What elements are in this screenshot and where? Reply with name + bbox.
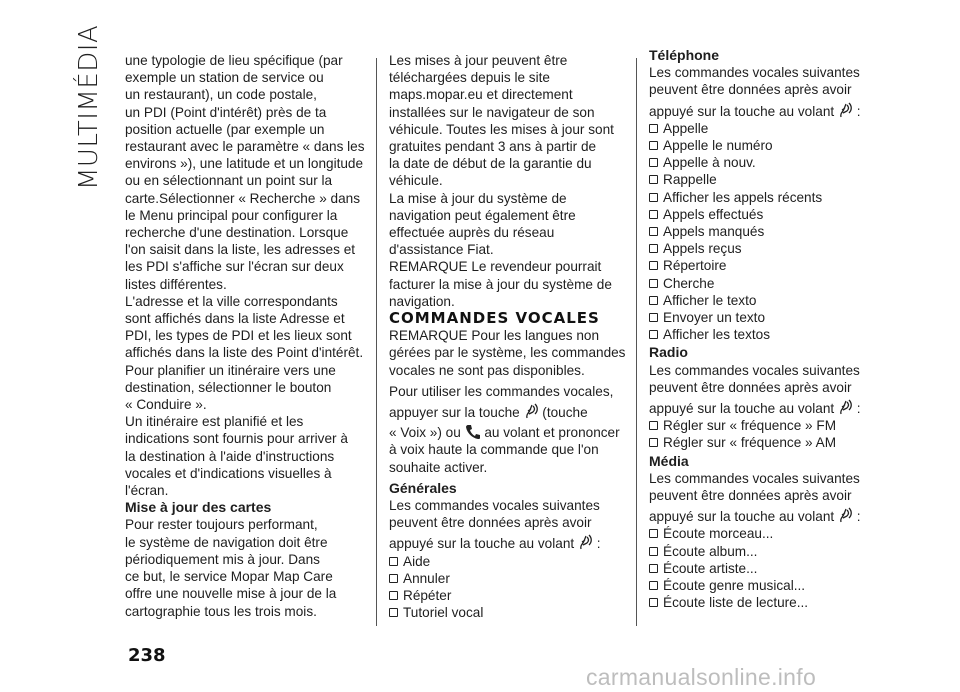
text-line: l'écran. [125, 483, 169, 499]
checkbox-icon [649, 296, 658, 305]
text-line: une typologie de lieu spécifique (par [125, 53, 343, 68]
telephone-intro [649, 64, 879, 98]
phone-icon [465, 424, 481, 440]
voice-command-item [649, 257, 879, 274]
general-intro [389, 497, 627, 531]
voice-command-label: Écoute artiste... [663, 560, 758, 576]
text-line: véhicule. Toutes les mises à jour sont [389, 121, 614, 137]
text-line: REMARQUE Pour les langues non [389, 328, 600, 344]
voice-command-icon [838, 507, 853, 524]
text-line: Les mises à jour peuvent être [389, 53, 568, 68]
text-line: restaurant avec le paramètre « dans les [125, 139, 365, 155]
section-title [70, 24, 110, 194]
text-line: L'adresse et la ville correspondants [125, 293, 338, 309]
text-line: maps.mopar.eu et directement [389, 87, 573, 103]
checkbox-icon [389, 557, 398, 566]
checkbox-icon [649, 421, 658, 430]
text-line: facturer la mise à jour du système de [389, 276, 612, 292]
voice-command-item [649, 309, 879, 326]
text-line: Les commandes vocales suivantes [389, 498, 600, 514]
radio-intro-colon: : [856, 401, 861, 417]
text-line: offre une nouvelle mise à jour de la [125, 586, 337, 602]
col2-usage-line-3 [389, 424, 627, 441]
text-line: sont affichés dans la liste Adresse et [125, 311, 345, 327]
checkbox-icon [649, 438, 658, 447]
text-line: installées sur le navigateur de son [389, 104, 595, 120]
voice-command-item [389, 553, 627, 570]
text-line: gratuites pendant 3 ans à partir de [389, 139, 597, 155]
text-line: Pour rester toujours performant, [125, 517, 318, 533]
col1-paragraph-1 [125, 52, 365, 293]
text-line: le Menu principal pour configurer la [125, 207, 338, 223]
text-line: la date de début de la garantie du [389, 156, 592, 172]
checkbox-icon [649, 261, 658, 270]
voice-command-icon [838, 102, 853, 119]
watermark: carmanualsonline.info [586, 664, 817, 690]
voice-command-item [389, 604, 627, 621]
text-line: Les commandes vocales suivantes [649, 470, 860, 486]
col1-paragraph-2 [125, 293, 365, 362]
text-line: à voix haute la commande que l'on [389, 442, 599, 458]
voice-command-item [649, 154, 879, 171]
voice-command-item [649, 120, 879, 137]
checkbox-icon [649, 598, 658, 607]
col2-usage-line-2 [389, 403, 627, 421]
checkbox-icon [649, 547, 658, 556]
text-line: ou en sélectionnant un point sur la [125, 173, 333, 189]
text-line: Les commandes vocales suivantes [649, 65, 860, 81]
checkbox-icon [649, 210, 658, 219]
voice-command-label: Répéter [403, 588, 452, 604]
text-line: un PDI (Point d'intérêt) près de ta [125, 104, 327, 120]
heading-map-updates: Mise à jour des cartes [125, 499, 272, 516]
checkbox-icon [389, 574, 398, 583]
col2-note [389, 327, 627, 379]
text-line: listes différentes. [125, 276, 227, 292]
voice-command-label: Cherche [663, 275, 715, 291]
text-line: destination, sélectionner le bouton [125, 379, 332, 395]
checkbox-icon [649, 141, 658, 150]
col2-paragraph-1 [389, 52, 627, 310]
text-line: ce but, le service Mopar Map Care [125, 569, 333, 585]
text-line: exemple un station de service ou [125, 70, 324, 86]
text-line: peuvent être données après avoir [649, 379, 852, 395]
checkbox-icon [649, 175, 658, 184]
checkbox-icon [649, 529, 658, 538]
text-line: la destination à l'aide d'instructions [125, 448, 335, 464]
text-line: position actuelle (par exemple un [125, 121, 325, 137]
voice-command-label: Envoyer un texto [663, 310, 766, 326]
text-line: Un itinéraire est planifié et les [125, 414, 304, 430]
checkbox-icon [649, 581, 658, 590]
telephone-intro-colon: : [856, 103, 861, 119]
text-line: navigation. [389, 293, 455, 309]
col1-paragraph-3 [125, 362, 365, 500]
heading-radio: Radio [649, 344, 688, 361]
heading-media: Média [649, 452, 689, 469]
text-line: PDI, les types de PDI et les lieux sont [125, 328, 352, 344]
usage-text-d: au volant et prononcer [484, 425, 620, 441]
radio-intro-last [649, 399, 879, 417]
text-line: vocales et d'indications visuelles à [125, 465, 332, 481]
voice-command-item [649, 594, 879, 611]
checkbox-icon [649, 313, 658, 322]
text-line: l'on saisit dans la liste, les adresses et [125, 242, 356, 258]
voice-command-icon [838, 399, 853, 416]
voice-command-label: Écoute genre musical... [663, 578, 806, 594]
voice-command-item [649, 326, 879, 343]
voice-command-label: Appelle à nouv. [663, 155, 756, 171]
media-intro-colon: : [856, 509, 861, 525]
voice-command-label: Afficher le texto [663, 292, 757, 308]
voice-command-item [649, 560, 879, 577]
text-line: peuvent être données après avoir [649, 82, 852, 98]
text-line: peuvent être données après avoir [389, 515, 592, 531]
text-line: navigation peut également être [389, 207, 576, 223]
media-commands-list [649, 525, 879, 611]
text-line: le système de navigation doit être [125, 534, 328, 550]
voice-command-item [649, 137, 879, 154]
text-line: Les commandes vocales suivantes [649, 362, 860, 378]
text-line: effectuée auprès du réseau [389, 225, 555, 241]
text-line: périodiquement mis à jour. Dans [125, 551, 320, 567]
text-line: vocales ne sont pas disponibles. [389, 362, 585, 378]
text-line: cartographie tous les trois mois. [125, 603, 317, 619]
text-line: recherche d'une destination. Lorsque [125, 225, 349, 241]
text-line: Pour planifier un itinéraire vers une [125, 362, 336, 378]
column-divider-1 [376, 58, 377, 626]
telephone-intro-last [649, 102, 879, 120]
usage-text-c: « Voix ») ou [389, 425, 461, 441]
general-commands-list [389, 553, 627, 622]
text-line: La mise à jour du système de [389, 190, 567, 206]
voice-command-item [649, 543, 879, 560]
voice-command-label: Aide [403, 553, 431, 569]
voice-command-label: Rappelle [663, 172, 717, 188]
voice-command-item [649, 434, 879, 451]
voice-command-label: Appels manqués [663, 224, 765, 240]
column-divider-2 [636, 58, 637, 626]
voice-command-label: Afficher les textos [663, 327, 771, 343]
voice-command-label: Écoute morceau... [663, 526, 774, 542]
checkbox-icon [649, 193, 658, 202]
media-intro [649, 470, 879, 504]
text-line: souhaite activer. [389, 459, 488, 475]
voice-command-icon [524, 403, 539, 420]
text-line: les PDI s'affiche sur l'écran sur deux [125, 259, 344, 275]
usage-text-a: appuyer sur la touche [389, 405, 520, 421]
voice-command-icon [578, 534, 593, 551]
voice-command-label: Appels reçus [663, 241, 742, 257]
radio-intro [649, 362, 879, 396]
checkbox-icon [389, 591, 398, 600]
checkbox-icon [649, 279, 658, 288]
text-line: un restaurant), un code postale, [125, 87, 317, 103]
heading-telephone: Téléphone [649, 47, 720, 63]
column-3 [649, 47, 879, 612]
voice-command-label: Tutoriel vocal [403, 605, 484, 621]
voice-command-item [649, 292, 879, 309]
voice-command-item [649, 189, 879, 206]
general-intro-colon: : [596, 536, 601, 552]
media-intro-last [649, 507, 879, 525]
text-line: véhicule. [389, 173, 443, 189]
voice-command-label: Appels effectués [663, 206, 764, 222]
section-title-text: MULTIMÉDIA [74, 24, 104, 190]
checkbox-icon [649, 244, 658, 253]
text-line: REMARQUE Le revendeur pourrait [389, 259, 602, 275]
voice-command-item [649, 240, 879, 257]
general-intro-last-text: appuyé sur la touche au volant [389, 536, 575, 552]
checkbox-icon [649, 330, 658, 339]
page-number: 238 [128, 645, 166, 666]
voice-command-item [649, 577, 879, 594]
text-line: gérées par le système, les commandes [389, 345, 626, 361]
checkbox-icon [649, 227, 658, 236]
col2-usage-rest [389, 441, 627, 475]
text-line: indications sont fournis pour arriver à [125, 431, 348, 447]
column-1 [125, 52, 365, 620]
telephone-commands-list [649, 120, 879, 344]
voice-command-item [649, 223, 879, 240]
voice-command-item [649, 206, 879, 223]
text-line: carte.Sélectionner « Recherche » dans [125, 190, 361, 206]
checkbox-icon [649, 564, 658, 573]
checkbox-icon [649, 124, 658, 133]
radio-intro-last-text: appuyé sur la touche au volant [649, 401, 835, 417]
usage-text-b: (touche [542, 405, 588, 421]
col1-paragraph-4 [125, 516, 365, 619]
heading-general: Générales [389, 479, 457, 496]
text-line: environs »), une latitude et un longitude [125, 156, 364, 172]
heading-voice-commands: COMMANDES VOCALES [389, 309, 600, 328]
checkbox-icon [649, 158, 658, 167]
col2-usage-line-1: Pour utiliser les commandes vocales, [389, 383, 614, 399]
voice-command-item [389, 587, 627, 604]
radio-commands-list [649, 417, 879, 451]
text-line: peuvent être données après avoir [649, 488, 852, 504]
text-line: affichés dans la liste des Point d'intérêt. [125, 345, 364, 361]
general-intro-last [389, 534, 627, 552]
voice-command-label: Afficher les appels récents [663, 189, 823, 205]
checkbox-icon [389, 608, 398, 617]
voice-command-label: Répertoire [663, 258, 727, 274]
voice-command-label: Appelle le numéro [663, 138, 773, 154]
voice-command-label: Écoute album... [663, 543, 758, 559]
voice-command-label: Appelle [663, 120, 709, 136]
voice-command-item [649, 525, 879, 542]
voice-command-item [649, 275, 879, 292]
voice-command-item [649, 171, 879, 188]
voice-command-item [389, 570, 627, 587]
telephone-intro-last-text: appuyé sur la touche au volant [649, 103, 835, 119]
text-line: « Conduire ». [125, 397, 207, 413]
voice-command-item [649, 417, 879, 434]
voice-command-label: Régler sur « fréquence » FM [663, 418, 837, 434]
media-intro-last-text: appuyé sur la touche au volant [649, 509, 835, 525]
voice-command-label: Annuler [403, 570, 450, 586]
voice-command-label: Régler sur « fréquence » AM [663, 435, 837, 451]
voice-command-label: Écoute liste de lecture... [663, 595, 809, 611]
column-2 [389, 52, 627, 622]
text-line: d'assistance Fiat. [389, 242, 494, 258]
text-line: téléchargées depuis le site [389, 70, 550, 86]
